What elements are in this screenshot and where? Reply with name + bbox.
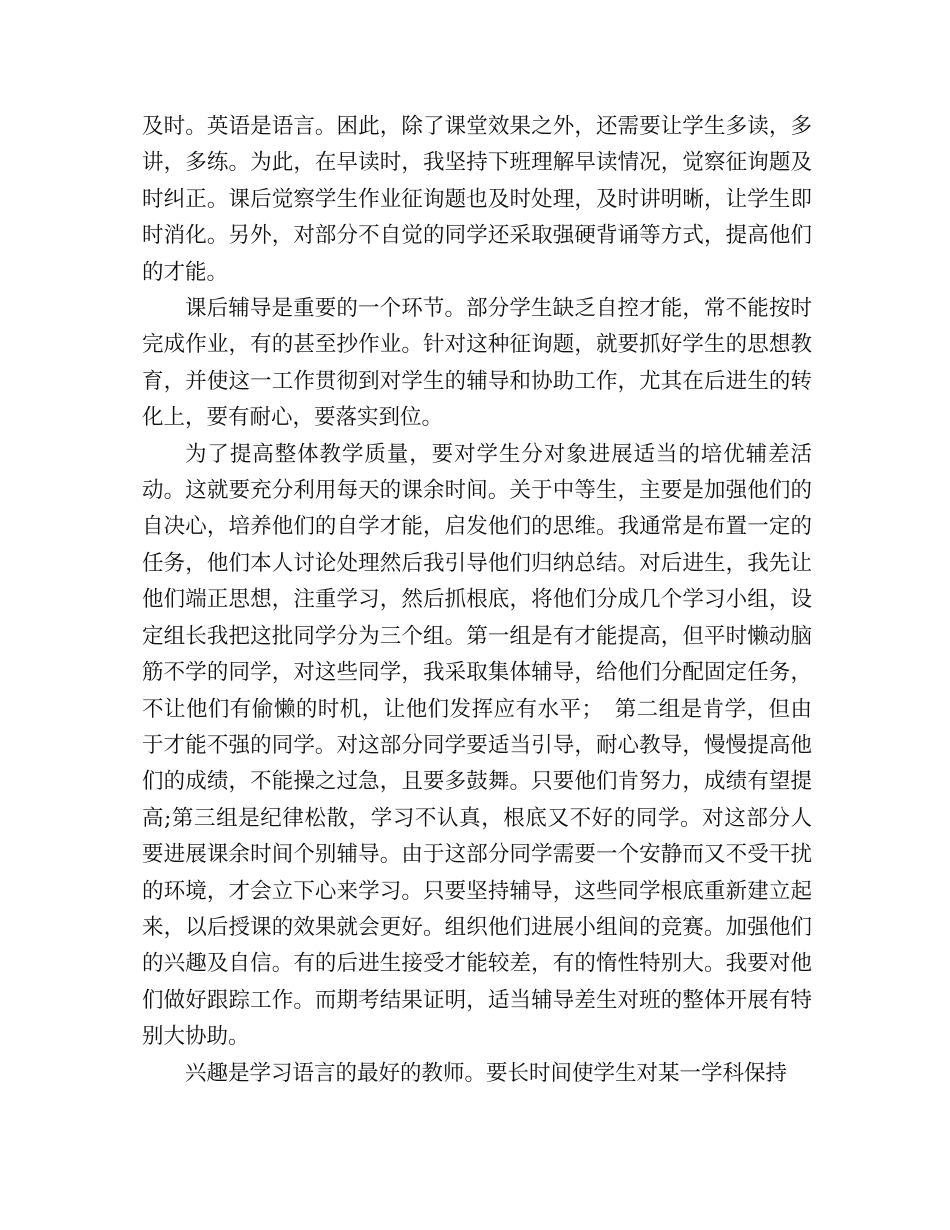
paragraph-1: 及时。英语是语言。困此，除了课堂效果之外，还需要让学生多读，多讲，多练。为此，在早读时，我坚持下班理解早读情况，觉察征询题及时纠正。课后觉察学生作业征询题也及时处理，及时讲明晰，让学生即时消化。另外，对部分不自觉的同学还采取强硬背诵等方式，提高他们的才能。 (142, 114, 812, 285)
paragraph-4: 兴趣是学习语言的最好的教师。要长时间使学生对某一学科保持 (185, 1060, 788, 1086)
paragraph-3: 为了提高整体教学质量，要对学生分对象进展适当的培优辅差活动。这就要充分利用每天的课余时间。关于中等生，主要是加强他们的自决心，培养他们的自学才能，启发他们的思维。我通常是布置一定的任务，他们本人讨论处理然后我引导他们归纳总结。对后进生，我先让他们端正思想，注重学习，然后抓根底，将他们分成几个学习小组，设定组长我把这批同学分为三个组。第一组是有才能提高，但平时懒动脑筋不学的同学，对这些同学，我采取集体辅导，给他们分配固定任务，不让他们有偷懒的时机，让他们发挥应有水平； 第二组是肯学，但由于才能不强的同学。对这部分同学要适当引导，耐心教导，慢慢提高他们的成绩，不能操之过急，且要多鼓舞。只要他们肯努力，成绩有望提高;第三组是纪律松散，学习不认真，根底又不好的同学。对这部分人要进展课余时间个别辅导。由于这部分同学需要一个安静而又不受干扰的环境，才会立下心来学习。只要坚持辅导，这些同学根底重新建立起来，以后授课的效果就会更好。组织他们进展小组间的竞赛。加强他们的兴趣及自信。有的后进生接受才能较差，有的惰性特别大。我要对他们做好跟踪工作。而期考结果证明，适当辅导差生对班的整体开展有特别大协助。 (142, 441, 812, 1050)
paragraph-2: 课后辅导是重要的一个环节。部分学生缺乏自控才能，常不能按时完成作业，有的甚至抄作业。针对这种征询题，就要抓好学生的思想教育，并使这一工作贯彻到对学生的辅导和协助工作，尤其在后进生的转化上，要有耐心，要落实到位。 (142, 296, 812, 431)
document-body (142, 109, 812, 1092)
